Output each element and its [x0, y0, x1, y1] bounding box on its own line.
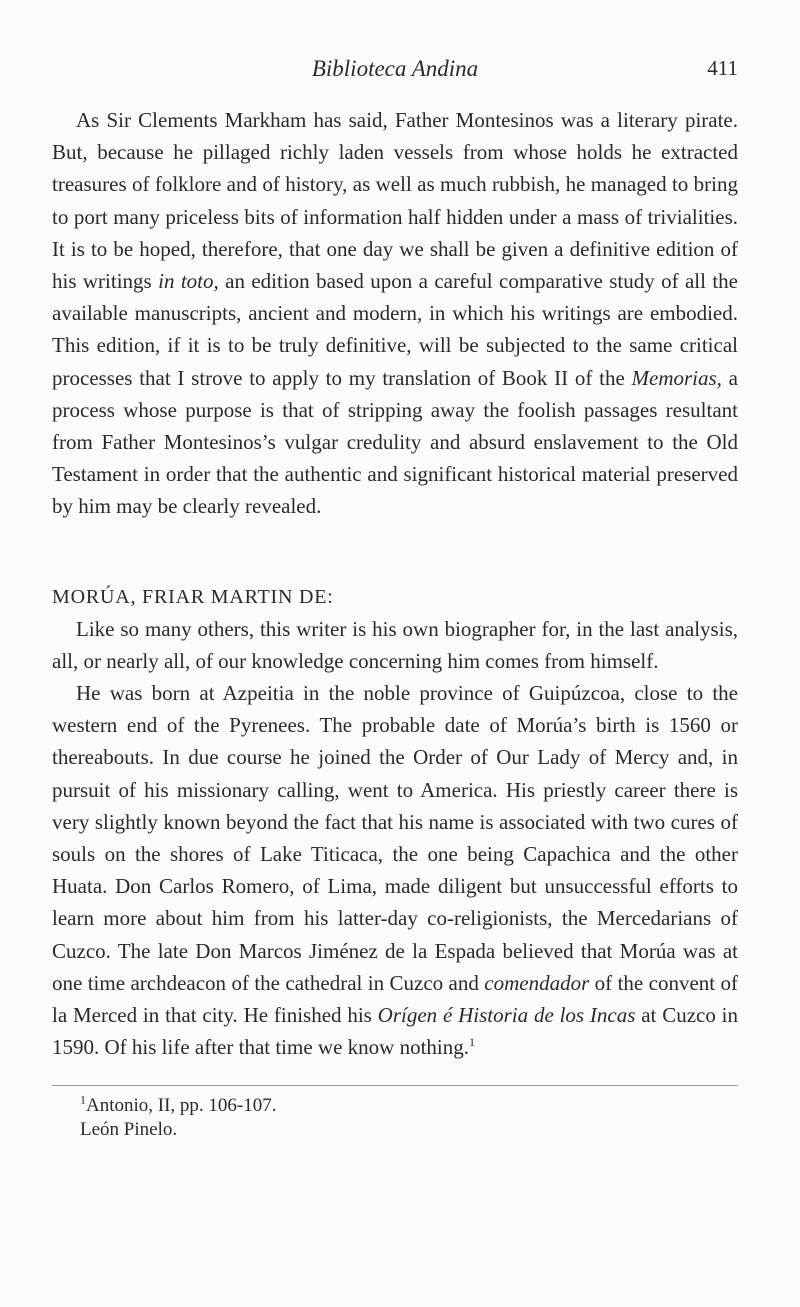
footnote-reference: 1	[469, 1035, 475, 1050]
footnote-line-1	[80, 1094, 738, 1118]
italic-term: comendador	[484, 970, 590, 995]
italic-book-title: Orígen é Historia de los Incas	[377, 1003, 636, 1028]
italic-title: Memorias,	[631, 365, 722, 390]
page-number: 411	[707, 56, 738, 80]
footnote-line-2: León Pinelo.	[80, 1119, 178, 1141]
entry-heading: MORÚA, FRIAR MARTIN DE:	[52, 585, 334, 608]
footnote-marker: 1	[80, 1093, 86, 1108]
paragraph-morua-intro: Like so many others, this writer is his own biographer for, in the last analysis, all, or nearly all, of our knowledge concerning him comes from himself.	[52, 616, 738, 673]
footnote-divider	[52, 1085, 738, 1086]
body-text	[52, 104, 738, 1063]
running-head	[52, 56, 738, 86]
paragraph-montesinos: As Sir Clements Markham has said, Father Montesinos was a literary pirate. But, because he pillaged richly laden vessels from whose holds he extracted treasures of folklore and of history, as well as much rubbish, he managed to bring to port many priceless bits of information half hidden under a mass of trivialities. It is to be hoped, therefore, that one day we shall be given a definitive edition of his writings in toto, an edition based upon a careful comparative study of all the available manuscripts, ancient and modern, in which his writings are embodied. This edition, if it is to be truly definitive, will be subjected to the same critical processes that I strove to apply to my translation of Book II of the Memorias, a process whose purpose is that of stripping away the foolish passages resultant from Father Montesinos’s vulgar credulity and absurd enslavement to the Old Testament in order that the authentic and significant historical material preserved by him may be clearly revealed.	[52, 108, 738, 519]
footnote-text: Antonio, II, pp. 106-107.	[86, 1095, 277, 1117]
footnotes	[52, 1094, 738, 1142]
italic-phrase: in toto,	[158, 269, 219, 294]
running-title: Biblioteca Andina	[311, 56, 479, 81]
book-page	[52, 56, 738, 1142]
paragraph-morua-biography: He was born at Azpeitia in the noble province of Guipúzcoa, close to the western end of the Pyrenees. The probable date of Morúa’s birth is 1560 or thereabouts. In due course he joined the Order of Our Lady of Mercy and, in pursuit of his missionary calling, went to America. His priestly career there is very slightly known beyond the fact that his name is associated with two cures of souls on the shores of Lake Titicaca, the one being Capachica and the other Huata. Don Carlos Romero, of Lima, made diligent but unsuccessful efforts to learn more about him from his latter-day co-religionists, the Mercedarians of Cuzco. The late Don Marcos Jiménez de la Espada believed that Morúa was at one time archdeacon of the cathedral in Cuzco and comendador of the convent of la Merced in that city. He finished his Orígen é Historia de los Incas at Cuzco in 1590. Of his life after that time we know nothing.$^1$	[52, 681, 738, 1060]
